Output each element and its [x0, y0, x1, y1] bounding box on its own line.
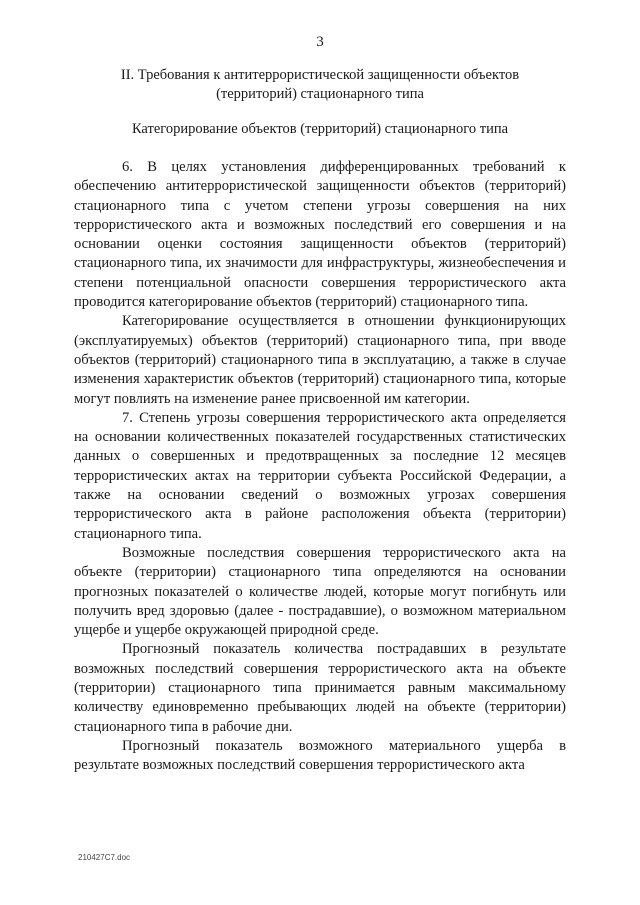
page-number: 3	[316, 34, 324, 50]
section-title	[80, 66, 560, 104]
paragraph: 6. В целях установления дифференцированных требований к обеспечению антитеррористической защищенности объектов (территорий) стационарного типа с учетом степени угрозы совершения на них террористического акта и возможных последствий его совершения и на основании оценки состояния защищенности объектов (территорий) стационарного типа, их значимости для инфраструктуры, жизнеобеспечения и степени потенциальной опасности совершения террористического акта проводится категорирование объектов (территорий) стационарного типа.	[74, 159, 566, 311]
paragraph: 7. Степень угрозы совершения террористического акта определяется на основании количественных показателей государственных статистических данных о совершенных и предотвращенных за последние 12 месяцев террористических актах на территории субъекта Российской Федерации, а также на основании сведений о возможных угрозах совершения террористического акта в районе расположения объекта (территории) стационарного типа.	[74, 409, 566, 542]
document-body	[74, 158, 566, 776]
section-title-line-2: (территорий) стационарного типа	[216, 86, 424, 102]
subsection-title: Категорирование объектов (территорий) стационарного типа	[131, 121, 509, 137]
paragraph: Категорирование осуществляется в отношении функционирующих (эксплуатируемых) объектов (территорий) стационарного типа, при вводе объектов (территорий) стационарного типа в эксплуатацию, а также в случае изменения характеристик объектов (территорий) стационарного типа, которые могут повлиять на изменение ранее присвоенной им категории.	[74, 313, 566, 407]
paragraph: Прогнозный показатель возможного материального ущерба в результате возможных последствий совершения террористического акта	[74, 737, 566, 774]
paragraph: Возможные последствия совершения террористического акта на объекте (территории) стационарного типа определяются на основании прогнозных показателей о количестве людей, которые могут погибнуть или получить вред здоровью (далее - пострадавшие), о возможном материальном ущербе и ущербе окружающей природной среде.	[74, 544, 566, 639]
paragraph: Прогнозный показатель количества пострадавших в результате возможных последствий совершения террористического акта на объекте (территории) стационарного типа принимается равным максимальному количеству единовременно пребывающих людей на объекте (территории) стационарного типа в рабочие дни.	[74, 641, 566, 735]
section-title-line-1: II. Требования к антитеррористической защищенности объектов	[120, 67, 520, 83]
document-file-code: 210427С7.doc	[78, 853, 131, 862]
